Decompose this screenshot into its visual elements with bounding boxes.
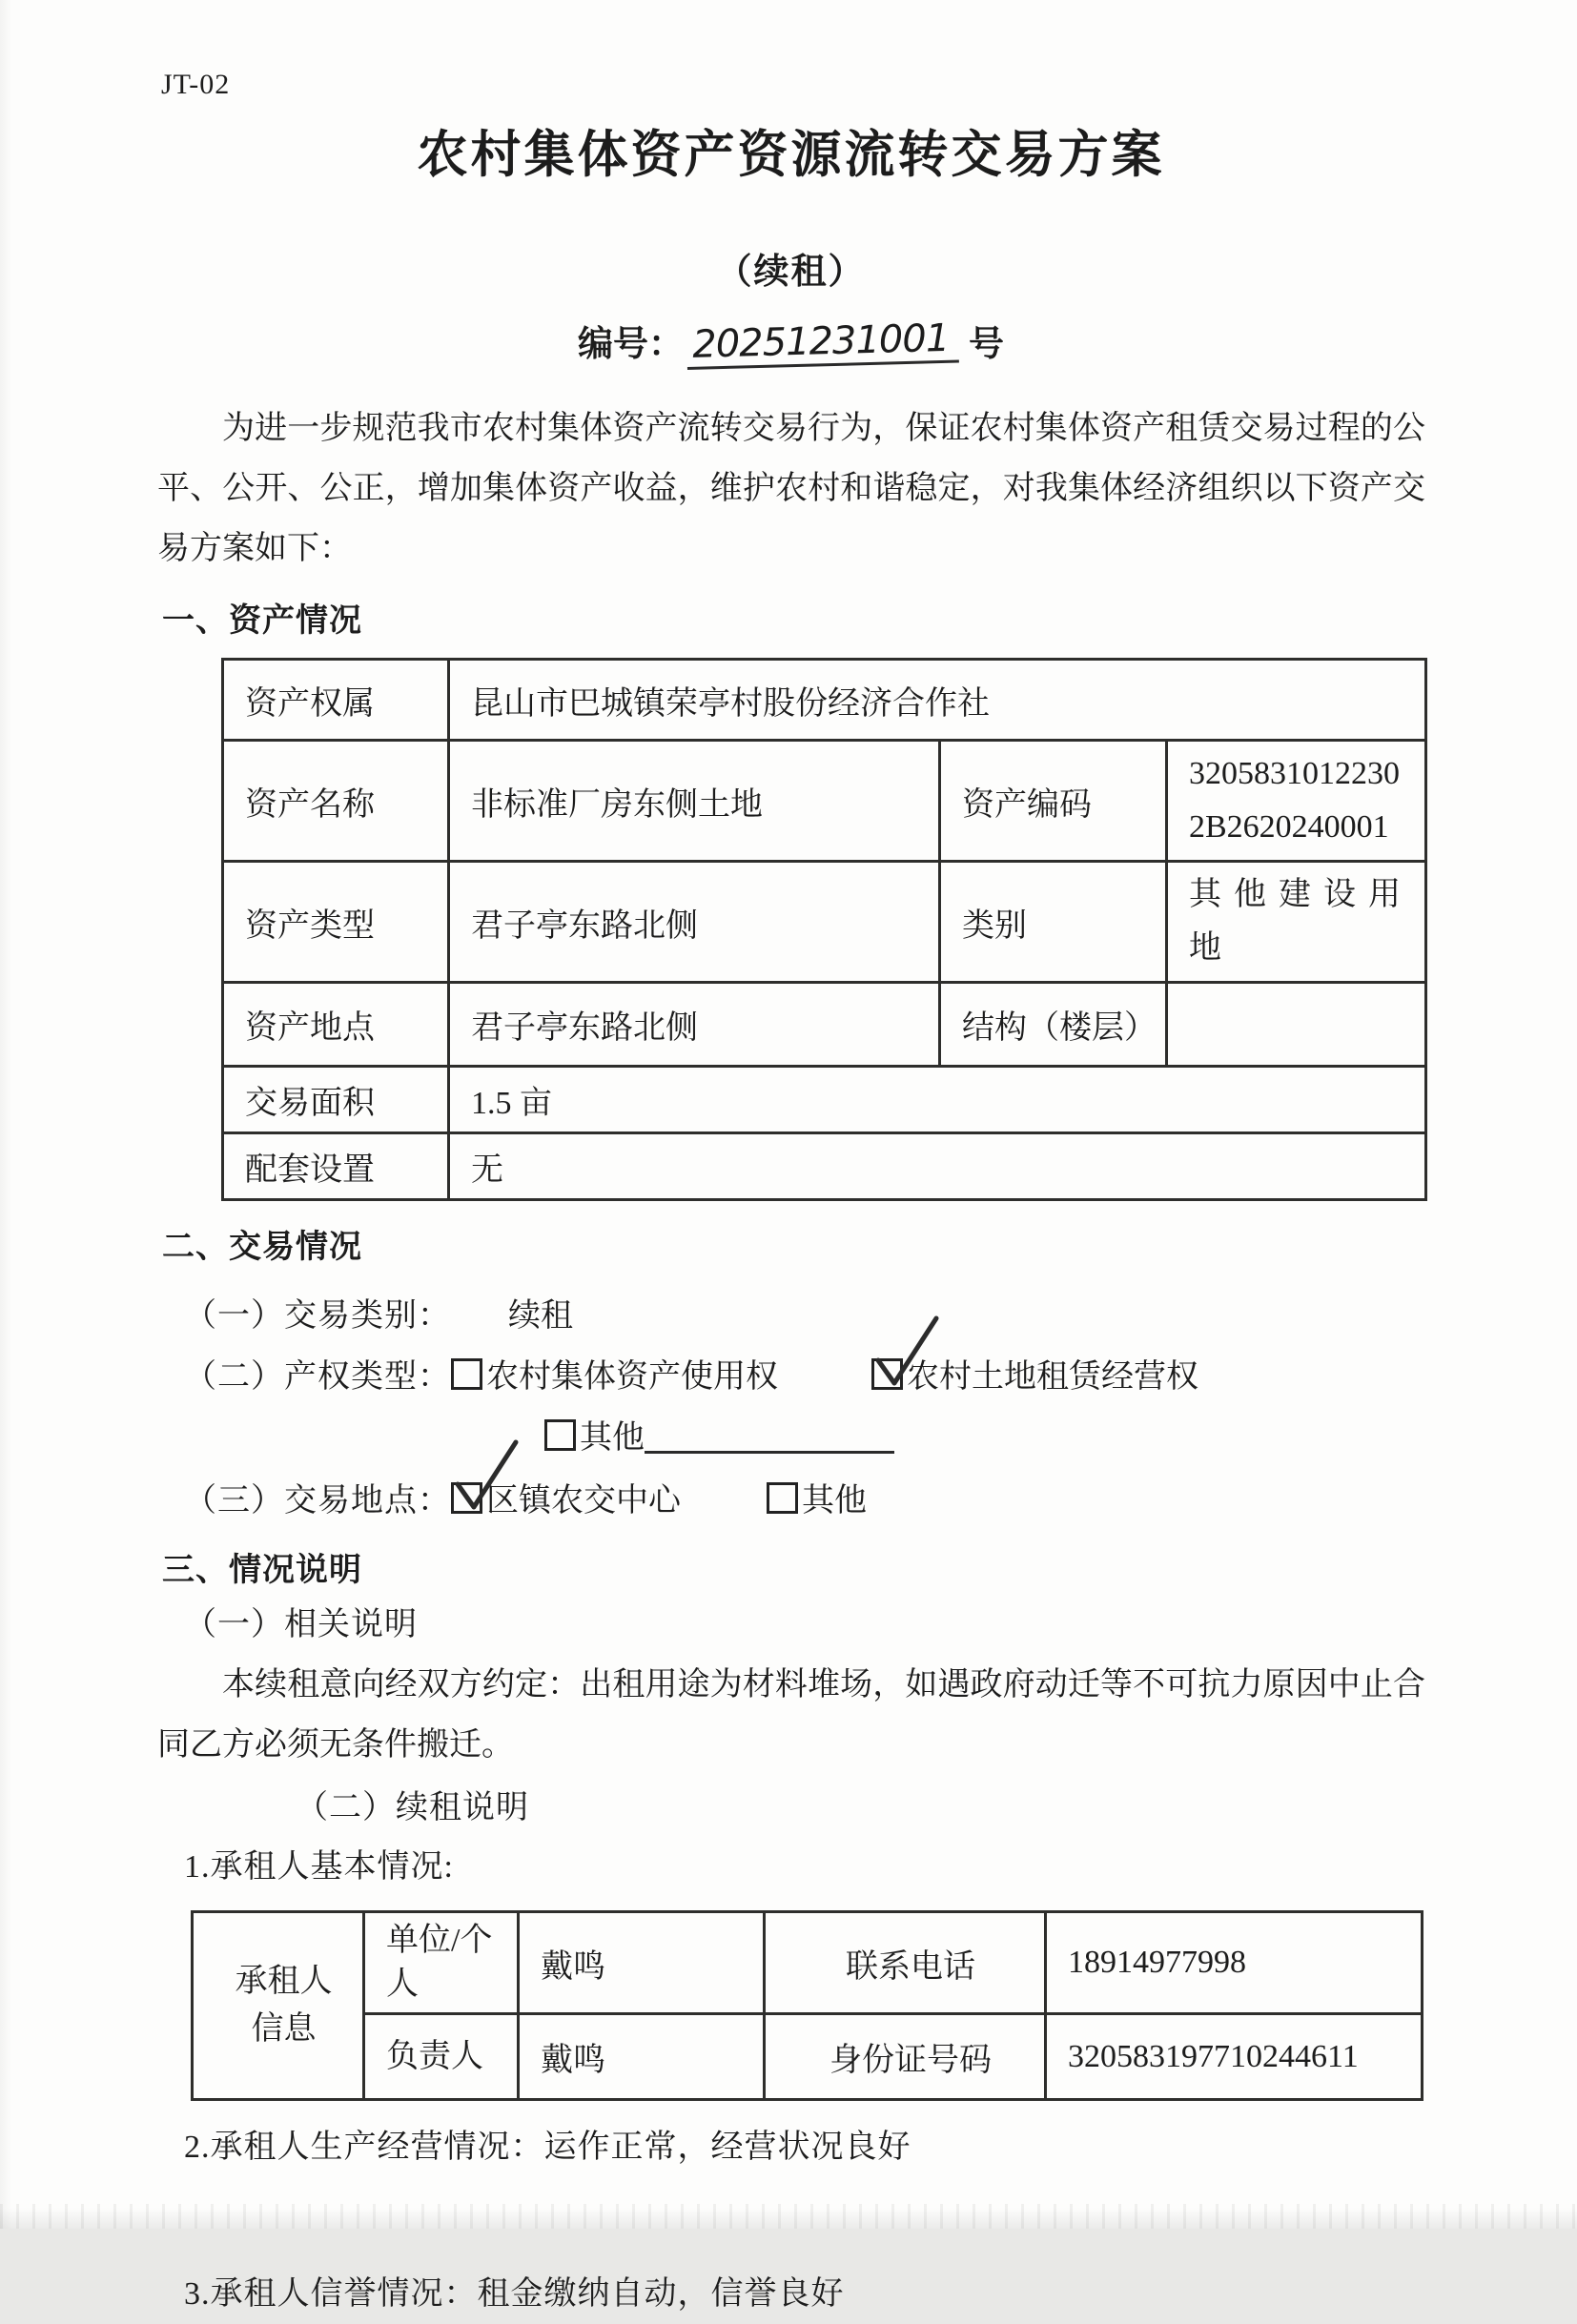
tenant-id-value: 320583197710244611 [1046, 2014, 1423, 2100]
serial-number-handwritten: 20251231001 [686, 316, 959, 370]
venue-label: （三）交易地点： [184, 1483, 451, 1519]
transaction-category-line [184, 1288, 1424, 1345]
intro-paragraph: 为进一步规范我市农村集体资产流转交易行为，保证农村集体资产租赁交易过程的公平、公开、公正，增加集体资产收益，维护农村和谐稳定，对我集体经济组织以下资产交易方案如下： [157, 411, 1425, 566]
option-label-venue-other: 其他 [802, 1483, 867, 1519]
tenant-group-text: 承租人信息 [235, 1964, 333, 2047]
tenant-manager-label: 负责人 [364, 2014, 519, 2100]
property-type-option-land-lease [871, 1349, 1198, 1406]
tenant-table [191, 1910, 1423, 2101]
checkbox-asset-use-right [451, 1358, 482, 1390]
property-type-label: （二）产权类型： [184, 1359, 451, 1395]
table-row [193, 2014, 1423, 2100]
table-row [223, 741, 1426, 862]
checkbox-property-other [544, 1419, 576, 1451]
serial-label: 编号： [578, 324, 685, 363]
table-row [223, 1067, 1426, 1133]
blank-underline [645, 1421, 894, 1454]
serial-suffix: 号 [968, 324, 1004, 363]
asset-category-value: 其他建设用地 [1167, 862, 1426, 983]
asset-facilities-value: 无 [449, 1133, 1426, 1200]
table-row [223, 983, 1426, 1067]
asset-code-label: 资产编码 [940, 741, 1167, 862]
asset-area-label: 交易面积 [223, 1067, 449, 1133]
asset-ownership-label: 资产权属 [223, 660, 449, 741]
asset-type-value: 君子亭东路北侧 [449, 862, 940, 983]
venue-line [184, 1473, 1424, 1530]
section-heading-explanation: 三、情况说明 [162, 1552, 362, 1588]
asset-code-value [1167, 741, 1426, 862]
transaction-category-label: （一）交易类别： [184, 1298, 451, 1334]
checkbox-town-center [451, 1482, 482, 1514]
tenant-phone-label: 联系电话 [765, 1912, 1046, 2014]
asset-structure-value [1167, 983, 1426, 1067]
form-code: JT-02 [161, 69, 231, 100]
tenant-phone-value: 18914977998 [1046, 1912, 1423, 2014]
asset-structure-label: 结构（楼层） [940, 983, 1167, 1067]
option-label-town-center: 区镇农交中心 [486, 1483, 681, 1519]
venue-option-other [767, 1473, 867, 1530]
scan-artifact-bottom [0, 2204, 1577, 2229]
venue-option-center [451, 1473, 681, 1530]
scan-artifact-left [0, 0, 13, 2229]
asset-category-label: 类别 [940, 862, 1167, 983]
asset-code-line2: 2B2620240001 [1189, 809, 1389, 845]
tenant-basic-label: 1.承租人基本情况: [184, 1849, 454, 1885]
property-type-option-asset-use [451, 1349, 778, 1406]
option-label-land-lease: 农村土地租赁经营权 [907, 1359, 1198, 1395]
asset-location-label: 资产地点 [223, 983, 449, 1067]
asset-code-line1: 3205831012230 [1189, 756, 1400, 791]
serial-line [157, 315, 1424, 370]
tenant-entity-label: 单位/个人 [364, 1912, 519, 2014]
tenant-credit-line: 3.承租人信誉情况：租金缴纳自动，信誉良好 [184, 2276, 845, 2312]
tenant-operation-line: 2.承租人生产经营情况：运作正常，经营状况良好 [184, 2130, 911, 2165]
property-type-option-other [544, 1410, 894, 1467]
asset-area-value: 1.5 亩 [449, 1067, 1426, 1133]
asset-location-value: 君子亭东路北侧 [449, 983, 940, 1067]
tenant-id-label: 身份证号码 [765, 2014, 1046, 2100]
asset-name-label: 资产名称 [223, 741, 449, 862]
property-type-line [184, 1349, 1424, 1406]
table-row [223, 1133, 1426, 1200]
section-heading-assets: 一、资产情况 [162, 602, 362, 639]
option-label-asset-use: 农村集体资产使用权 [486, 1359, 778, 1395]
option-label-property-other: 其他 [580, 1420, 645, 1456]
asset-type-label: 资产类型 [223, 862, 449, 983]
property-type-other-line [544, 1410, 1424, 1467]
renewal-notes-heading: （二）续租说明 [296, 1790, 529, 1825]
tenant-group-label [193, 1912, 364, 2100]
tenant-manager-value: 戴鸣 [519, 2014, 765, 2100]
related-notes-heading: （一）相关说明 [184, 1607, 418, 1642]
related-notes-text: 本续租意向经双方约定：出租用途为材料堆场，如遇政府动迁等不可抗力原因中止合同乙方必须无条件搬迁。 [157, 1667, 1425, 1763]
table-row [223, 862, 1426, 983]
asset-ownership-value: 昆山市巴城镇荣亭村股份经济合作社 [449, 660, 1426, 741]
document-title: 农村集体资产资源流转交易方案 [417, 127, 1165, 183]
table-row [223, 660, 1426, 741]
section-heading-transaction: 二、交易情况 [162, 1229, 362, 1265]
asset-facilities-label: 配套设置 [223, 1133, 449, 1200]
tenant-entity-value: 戴鸣 [519, 1912, 765, 2014]
asset-name-value: 非标准厂房东侧土地 [449, 741, 940, 862]
checkbox-venue-other [767, 1482, 798, 1514]
transaction-category-value: 续租 [508, 1298, 573, 1334]
checkbox-land-lease-right [871, 1358, 903, 1390]
asset-table [221, 658, 1427, 1201]
table-row [193, 1912, 1423, 2014]
document-subtitle: （续租） [716, 252, 866, 291]
